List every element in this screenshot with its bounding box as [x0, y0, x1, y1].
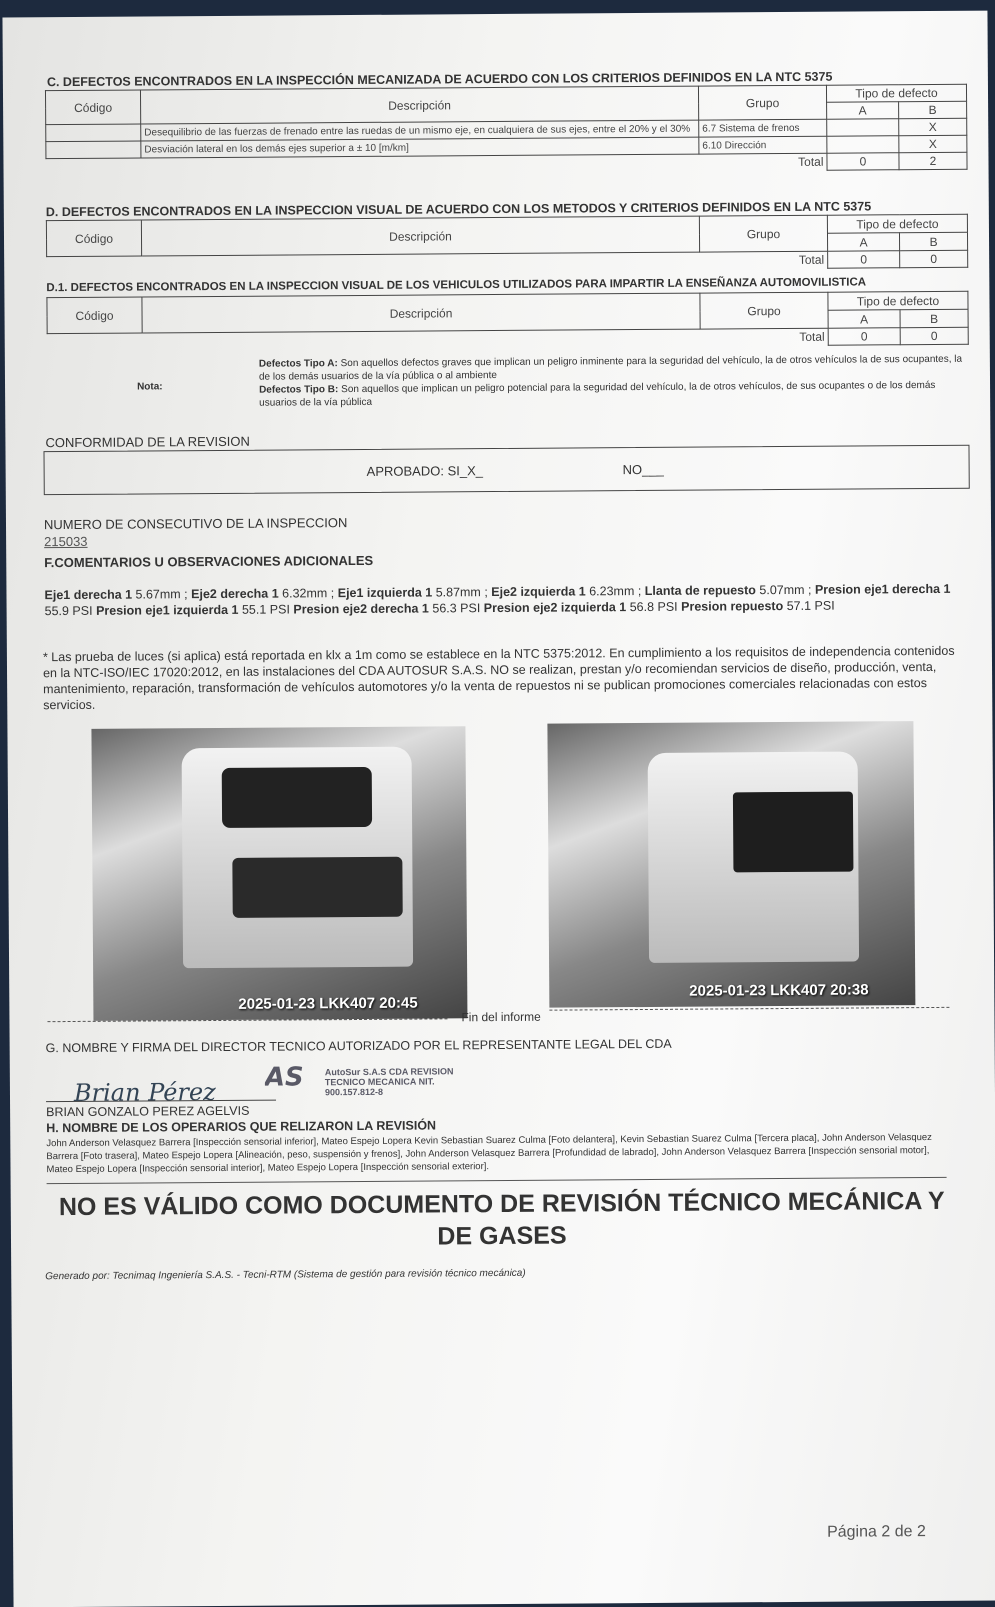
- measurement-value: 55.1 PSI: [238, 602, 294, 617]
- total-label: Total: [798, 154, 824, 170]
- measurement-value: 5.87mm ;: [432, 585, 492, 600]
- measurement-value: 56.3 PSI: [428, 601, 484, 616]
- photo-timestamp: 2025-01-23 LKK407 20:45: [238, 994, 418, 1013]
- header-code: Código: [46, 220, 141, 257]
- header-b: B: [900, 309, 968, 327]
- nota-text: [259, 353, 969, 410]
- section-c-table: [45, 84, 968, 176]
- header-code: Código: [47, 297, 142, 334]
- director-name: BRIAN GONZALO PEREZ AGELVIS: [46, 1103, 250, 1120]
- header-group: Grupo: [699, 215, 827, 252]
- conformidad-title: CONFORMIDAD DE LA REVISION: [45, 433, 250, 451]
- total-b: 2: [899, 152, 967, 169]
- total-a: 0: [828, 251, 900, 269]
- consecutivo-value: 215033: [44, 533, 88, 550]
- measurement-label: Eje1 derecha 1: [44, 587, 133, 603]
- measurement-value: 5.67mm ;: [132, 587, 192, 602]
- section-d1-title: D.1. DEFECTOS ENCONTRADOS EN LA INSPECCION VISUAL DE LOS VEHICULOS UTILIZADOS PARA IMPARTIR LA ENSEÑANZA AUTOMOVILISTICA: [46, 276, 867, 295]
- header-type: Tipo de defecto: [826, 84, 966, 102]
- type-a-title: Defectos Tipo A:: [258, 358, 338, 370]
- aprobado-si: APROBADO: SI_X_: [366, 463, 484, 479]
- comentarios-title: F.COMENTARIOS U OBSERVACIONES ADICIONALES: [44, 552, 374, 571]
- conformidad-box: [43, 445, 969, 495]
- comentarios-note: * Las prueba de luces (si aplica) está reportada en klx a 1m como se establece en la NTC 5375:2012. En cumplimiento a los requisitos de independencia contenidos en la NTC-ISO/IEC 17020:2012, en las instalaciones del CDA AUTOSUR S.A.S. NO se realizan, prestan y/o recomiendan servicios de diseño, producción, venta, mantenimiento, reparación, transformación de vehículos automotores y/o la venta de repuestos ni se publican promociones comerciales relacionadas con estos servicios.: [42, 643, 955, 713]
- measurements: [44, 581, 954, 619]
- measurement-label: Presion repuesto: [681, 599, 784, 614]
- aprobado-no: NO___: [622, 461, 664, 478]
- measurement-value: 6.32mm ;: [278, 586, 338, 601]
- fin-informe: Fin del informe: [461, 1009, 541, 1025]
- measurement-label: Eje2 izquierda 1: [491, 584, 586, 600]
- invalid-warning: NO ES VÁLIDO COMO DOCUMENTO DE REVISIÓN TÉCNICO MECÁNICA Y DE GASES: [58, 1186, 945, 1251]
- measurement-value: 5.07mm ;: [755, 582, 815, 598]
- section-d-table: [46, 214, 968, 274]
- operarios-title: H. NOMBRE DE LOS OPERARIOS QUE RELIZARON LA REVISIÓN: [46, 1118, 437, 1136]
- total-b: 0: [900, 327, 968, 344]
- type-b-text: Son aquellos que implican un peligro potencial para la seguridad del vehículo, la de otros vehículos, de sus ocupantes o de los demás usuarios de la vía pública: [259, 379, 936, 409]
- front-photo: [91, 726, 467, 1021]
- operarios-text: John Anderson Velasquez Barrera [Inspección sensorial inferior], Mateo Espejo Lopera Kevin Sebastian Suarez Culma [Foto delantera], Kevin Sebastian Suarez Culma [Tercera placa], John Anderson Velasquez Barrera [Foto trasera], Mateo Espejo Lopera [Alineación, peso, suspensión y frenos], John Anderson Velasquez Barrera [Profundidad de labrado], John Anderson Velasquez Barrera [Inspección sensorial motor], Mateo Espejo Lopera [Inspección sensorial interior], Mateo Espejo Lopera [Inspección sensorial exterior].: [46, 1131, 932, 1176]
- row-b: X: [899, 135, 967, 152]
- header-group: Grupo: [698, 85, 826, 120]
- nota-label: Nota:: [137, 381, 163, 393]
- row-desc: Desviación lateral en los demás ejes superior a ± 10 [m/km]: [141, 137, 699, 158]
- measurement-value: 56.8 PSI: [626, 599, 682, 615]
- total-label: Total: [799, 329, 825, 345]
- type-b-title: Defectos Tipo B:: [259, 384, 339, 396]
- section-d-title: D. DEFECTOS ENCONTRADOS EN LA INSPECCION VISUAL DE ACUERDO CON LOS METODOS Y CRITERIOS DEFINIDOS EN LA NTC 5375: [45, 199, 872, 220]
- photo-timestamp: 2025-01-23 LKK407 20:38: [689, 981, 869, 1000]
- header-b: B: [899, 232, 967, 250]
- measurement-label: Presion eje2 derecha 1: [293, 601, 429, 617]
- row-a: [827, 136, 899, 154]
- total-a: 0: [828, 328, 900, 346]
- header-code: Código: [45, 90, 140, 125]
- consecutivo-label: NUMERO DE CONSECUTIVO DE LA INSPECCION: [43, 515, 348, 533]
- measurement-value: 6.23mm ;: [585, 583, 645, 599]
- row-group: 6.10 Dirección: [699, 136, 827, 154]
- row-b: X: [899, 118, 967, 135]
- measurement-label: Llanta de repuesto: [644, 583, 756, 598]
- row-group: 6.7 Sistema de frenos: [699, 119, 827, 137]
- header-type: Tipo de defecto: [827, 214, 967, 233]
- director-title: G. NOMBRE Y FIRMA DEL DIRECTOR TECNICO AUTORIZADO POR EL REPRESENTANTE LEGAL DEL CDA: [45, 1036, 672, 1056]
- section-d1-table: [46, 291, 968, 351]
- header-desc: Descripción: [141, 216, 699, 256]
- signature: Brian Pérez: [73, 1077, 216, 1107]
- cda-stamp: [255, 1046, 455, 1117]
- total-a: 0: [827, 153, 899, 171]
- total-label: Total: [798, 252, 825, 268]
- header-group: Grupo: [700, 292, 828, 329]
- measurement-label: Presion eje1 derecha 1: [814, 581, 951, 597]
- type-a-text: Son aquellos defectos graves que implican un peligro inminente para la seguridad del vehículo, la de otros vehículos la de sus ocupantes, la de los demás usuarios de la vía pública o al ambiente: [258, 353, 963, 383]
- header-a: A: [827, 233, 899, 252]
- measurement-label: Eje2 derecha 1: [191, 586, 279, 602]
- page-number: Página 2 de 2: [826, 1523, 926, 1541]
- row-desc: Desequilibrio de las fuerzas de frenado entre las ruedas de un mismo eje, en cualquiera de sus ejes, entre el 20% y el 30%: [141, 120, 699, 141]
- autosur-logo-icon: [265, 1055, 325, 1095]
- header-a: A: [828, 310, 900, 329]
- measurement-label: Presion eje2 izquierda 1: [483, 600, 627, 616]
- document-page: [2, 11, 995, 1607]
- svg-text:AS: AS: [264, 1062, 304, 1093]
- header-a: A: [827, 102, 899, 120]
- header-b: B: [899, 101, 967, 118]
- total-b: 0: [900, 250, 968, 267]
- stamp-text: AutoSur S.A.S CDA REVISION TECNICO MECANICA NIT. 900.157.812-8: [324, 1066, 454, 1098]
- generated-by: Generado por: Tecnimaq Ingeniería S.A.S. - Tecni-RTM (Sistema de gestión para revisión técnico mecánica): [45, 1267, 526, 1283]
- section-c-title: C. DEFECTOS ENCONTRADOS EN LA INSPECCIÓN MECANIZADA DE ACUERDO CON LOS CRITERIOS DEFINIDOS EN LA NTC 5375: [46, 69, 833, 90]
- measurement-label: Eje1 izquierda 1: [337, 585, 433, 601]
- row-a: [827, 119, 899, 137]
- rear-photo: [547, 721, 915, 1008]
- measurement-value: 57.1 PSI: [783, 598, 835, 614]
- header-type: Tipo de defecto: [828, 291, 968, 310]
- measurement-label: Presion eje1 izquierda 1: [95, 602, 239, 618]
- header-desc: Descripción: [140, 86, 698, 124]
- header-desc: Descripción: [142, 293, 700, 333]
- measurement-value: 55.9 PSI: [44, 603, 97, 619]
